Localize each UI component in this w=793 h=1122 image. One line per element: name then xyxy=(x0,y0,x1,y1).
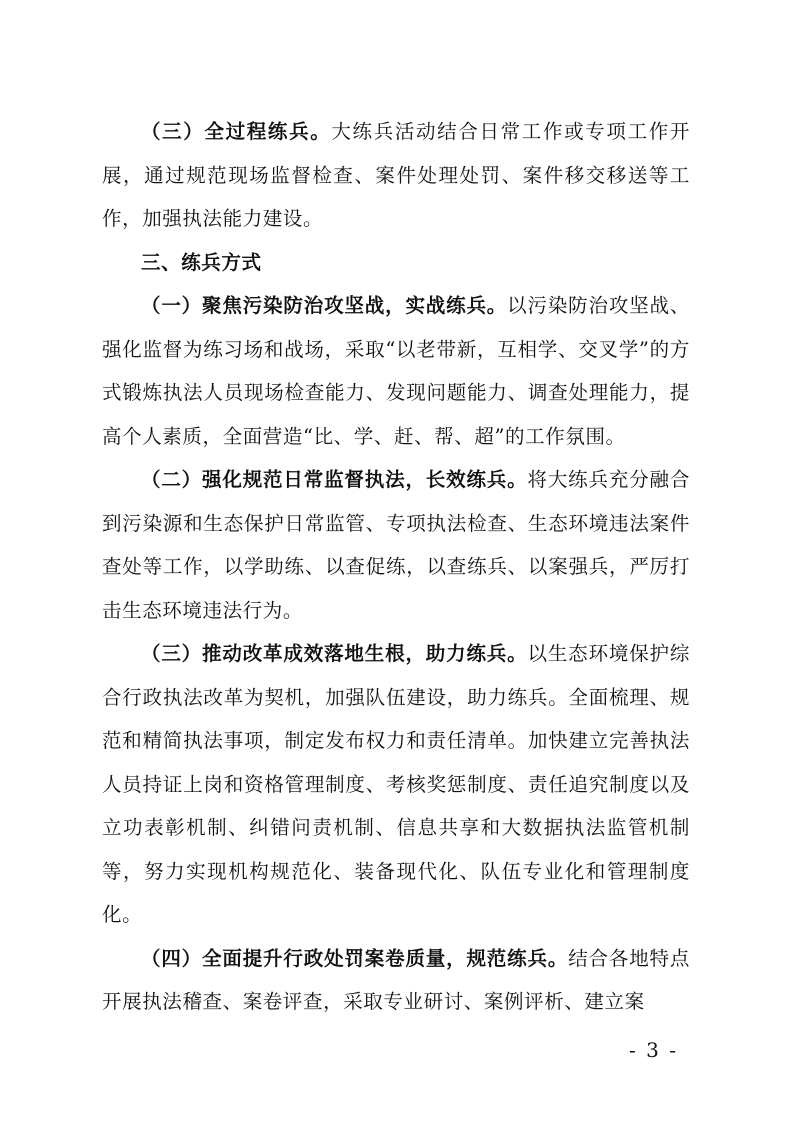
document-body xyxy=(102,110,690,1024)
paragraph-text: 大练兵活动结合日常工作或专项工作开展，通过规范现场监督检查、案件处理处罚、案件移交移送等工作，加强执法能力建设。 xyxy=(102,120,690,230)
paragraph-text: 将大练兵充分融合到污染源和生态保护日常监管、专项执法检查、生态环境违法案件查处等工作，以学助练、以查促练，以查练兵、以案强兵，严厉打击生态环境违法行为。 xyxy=(102,468,690,622)
paragraph-practice-2 xyxy=(102,458,690,632)
section-heading: 三、练兵方式 xyxy=(141,250,262,274)
paragraph-lead: （三）推动改革成效落地生根，助力练兵。 xyxy=(141,642,528,665)
paragraph-lead: （一）聚焦污染防治攻坚战，实战练兵。 xyxy=(141,294,508,317)
paragraph-text: 以生态环境保护综合行政执法改革为契机，加强队伍建设，助力练兵。全面梳理、规范和精简执法事项，制定发布权力和责任清单。加快建立完善执法人员持证上岗和资格管理制度、考核奖惩制度、责任追究制度以及立功表彰机制、纠错问责机制、信息共享和大数据执法监管机制等，努力实现机构规范化、装备现代化、队伍专业化和管理制度化。 xyxy=(102,642,690,926)
paragraph-lead: （二）强化规范日常监督执法，长效练兵。 xyxy=(141,468,528,491)
paragraph-practice-3 xyxy=(102,632,690,937)
paragraph-practice-4 xyxy=(102,937,690,1024)
page-number: - 3 - xyxy=(629,1038,678,1062)
paragraph-text: 以污染防治攻坚战、强化监督为练习场和战场，采取“以老带新，互相学、交叉学”的方式锻炼执法人员现场检查能力、发现问题能力、调查处理能力，提高个人素质，全面营造“比、学、赶、帮、超”的工作氛围。 xyxy=(102,294,690,448)
paragraph-text: 结合各地特点开展执法稽查、案卷评查，采取专业研讨、案例评析、建立案 xyxy=(102,946,690,1013)
paragraph-lead: （四）全面提升行政处罚案卷质量，规范练兵。 xyxy=(141,946,569,970)
paragraph-whole-process xyxy=(102,110,690,241)
paragraph-lead: （三）全过程练兵。 xyxy=(141,120,332,143)
paragraph-practice-1 xyxy=(102,284,690,458)
